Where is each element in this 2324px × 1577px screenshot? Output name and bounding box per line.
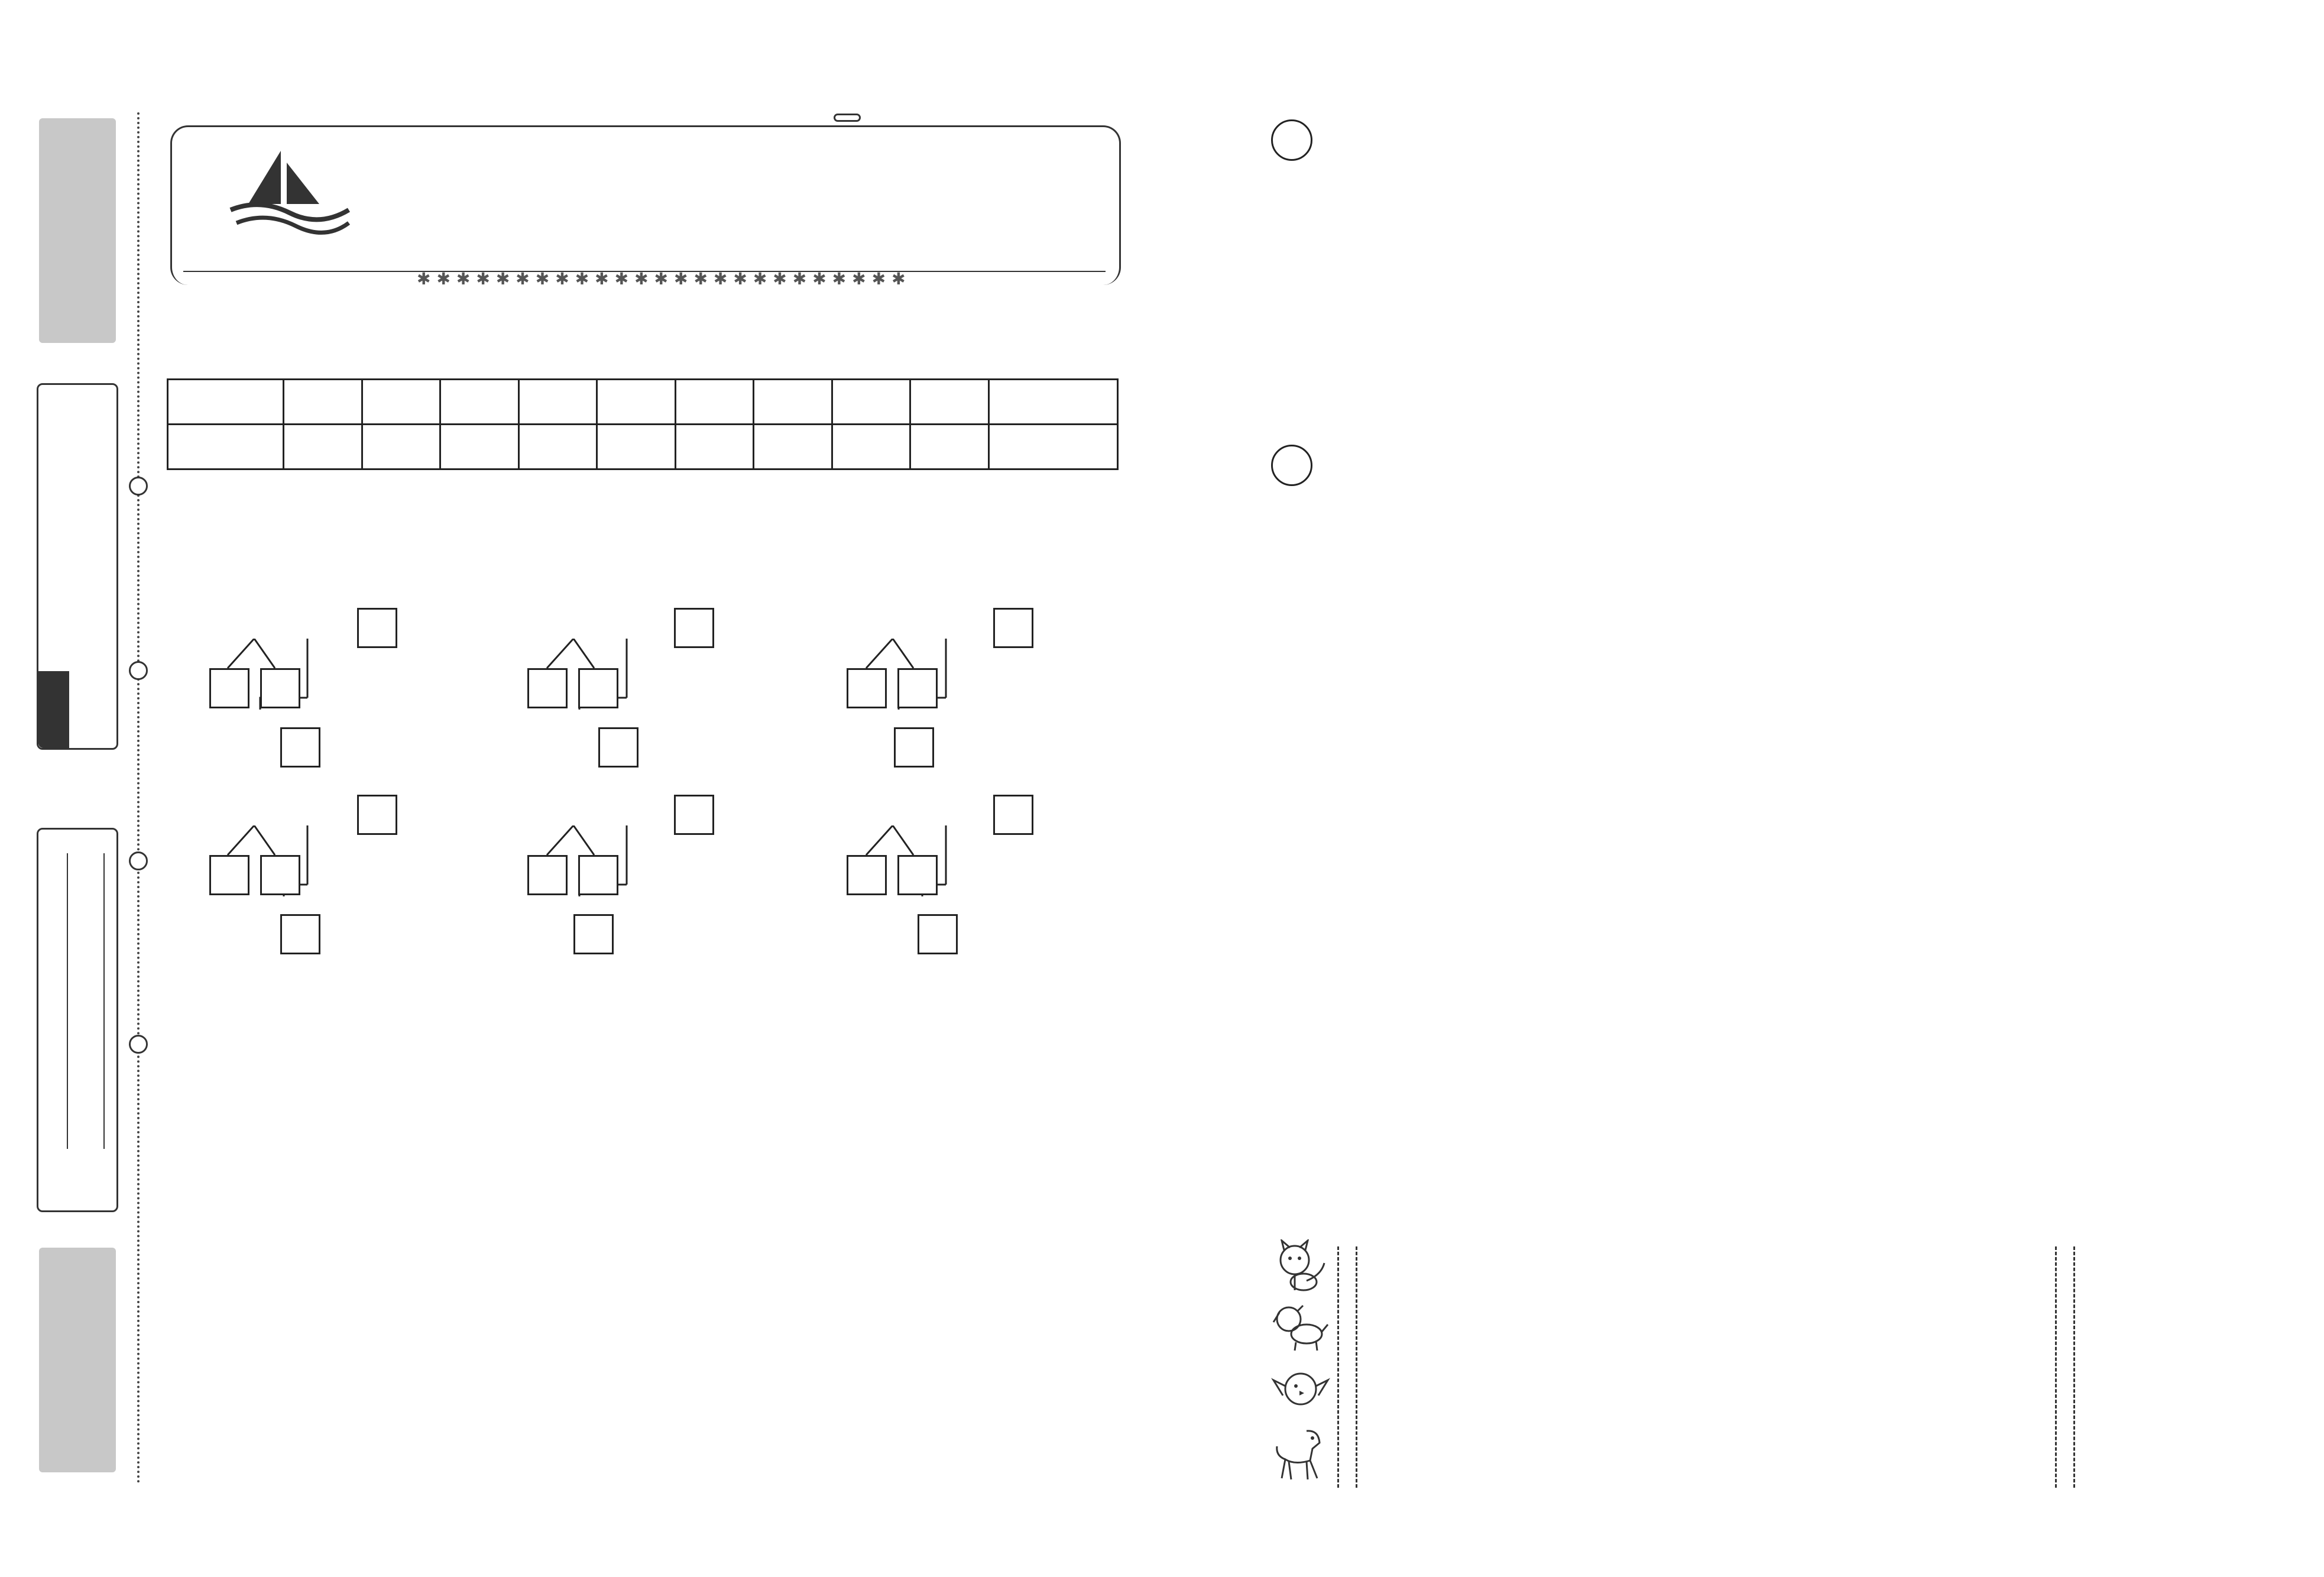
star-row: ✱✱✱✱✱✱✱✱✱✱✱✱✱✱✱✱✱✱✱✱✱✱✱✱✱ [417,269,912,289]
cat-icon [1271,1239,1330,1293]
split-box[interactable] [280,727,320,768]
bird-icon [1271,1362,1330,1416]
horse-icon [1271,1425,1330,1484]
split-box[interactable] [527,668,568,708]
score-col-4 [518,380,597,425]
score-value-row [168,425,1118,469]
split-box[interactable] [280,914,320,954]
binding-hole-1 [129,477,148,496]
answer-box[interactable] [357,608,397,648]
binding-hole-2 [129,661,148,680]
score-cell[interactable] [675,425,754,469]
score-col-total [989,380,1118,425]
q4-instruction [1271,119,1312,161]
score-cell[interactable] [284,425,362,469]
circle-symbol-icon [1271,119,1312,161]
margin-gray-block-top [39,118,116,343]
score-cell[interactable] [754,425,832,469]
binding-hole-4 [129,1035,148,1054]
school-line [67,853,68,1149]
split-box[interactable] [897,855,938,895]
notice-label-bg [38,671,69,748]
split-box[interactable] [598,727,638,768]
score-header-row [168,380,1118,425]
cut-line [137,112,140,1484]
split-box[interactable] [260,855,300,895]
score-col-2 [362,380,440,425]
score-cell[interactable] [910,425,989,469]
score-cell[interactable] [440,425,519,469]
score-col-1 [284,380,362,425]
score-col-3 [440,380,519,425]
score-col-5 [597,380,676,425]
score-col-8 [832,380,910,425]
split-box[interactable] [209,855,249,895]
margin-gray-block-bottom [39,1248,116,1472]
score-row-label [168,425,284,469]
answer-box[interactable] [993,795,1033,835]
score-col-label [168,380,284,425]
q5-instruction [1271,445,1312,486]
student-info-box [37,828,118,1212]
score-cell[interactable] [518,425,597,469]
notice-box [37,383,118,750]
score-col-7 [754,380,832,425]
river-bank-left [1337,1246,1357,1488]
split-box[interactable] [209,668,249,708]
score-cell[interactable] [362,425,440,469]
split-box[interactable] [578,855,618,895]
binding-hole-3 [129,851,148,870]
class-line [103,853,105,1149]
dog-icon [1271,1298,1330,1352]
split-box[interactable] [573,914,614,954]
split-box[interactable] [578,668,618,708]
split-box[interactable] [847,668,887,708]
answer-box[interactable] [357,795,397,835]
score-cell[interactable] [989,425,1118,469]
split-box[interactable] [260,668,300,708]
score-table [167,378,1119,470]
circle-symbol-icon [1271,445,1312,486]
answer-box[interactable] [993,608,1033,648]
score-col-6 [675,380,754,425]
split-box[interactable] [894,727,934,768]
sailboat-logo-icon [225,145,355,239]
series-tag [834,114,861,122]
score-cell[interactable] [832,425,910,469]
split-box[interactable] [918,914,958,954]
split-box[interactable] [847,855,887,895]
split-box[interactable] [527,855,568,895]
score-cell[interactable] [597,425,676,469]
score-col-9 [910,380,989,425]
split-box[interactable] [897,668,938,708]
answer-box[interactable] [674,795,714,835]
answer-box[interactable] [674,608,714,648]
river-bank-right [2055,1246,2075,1488]
